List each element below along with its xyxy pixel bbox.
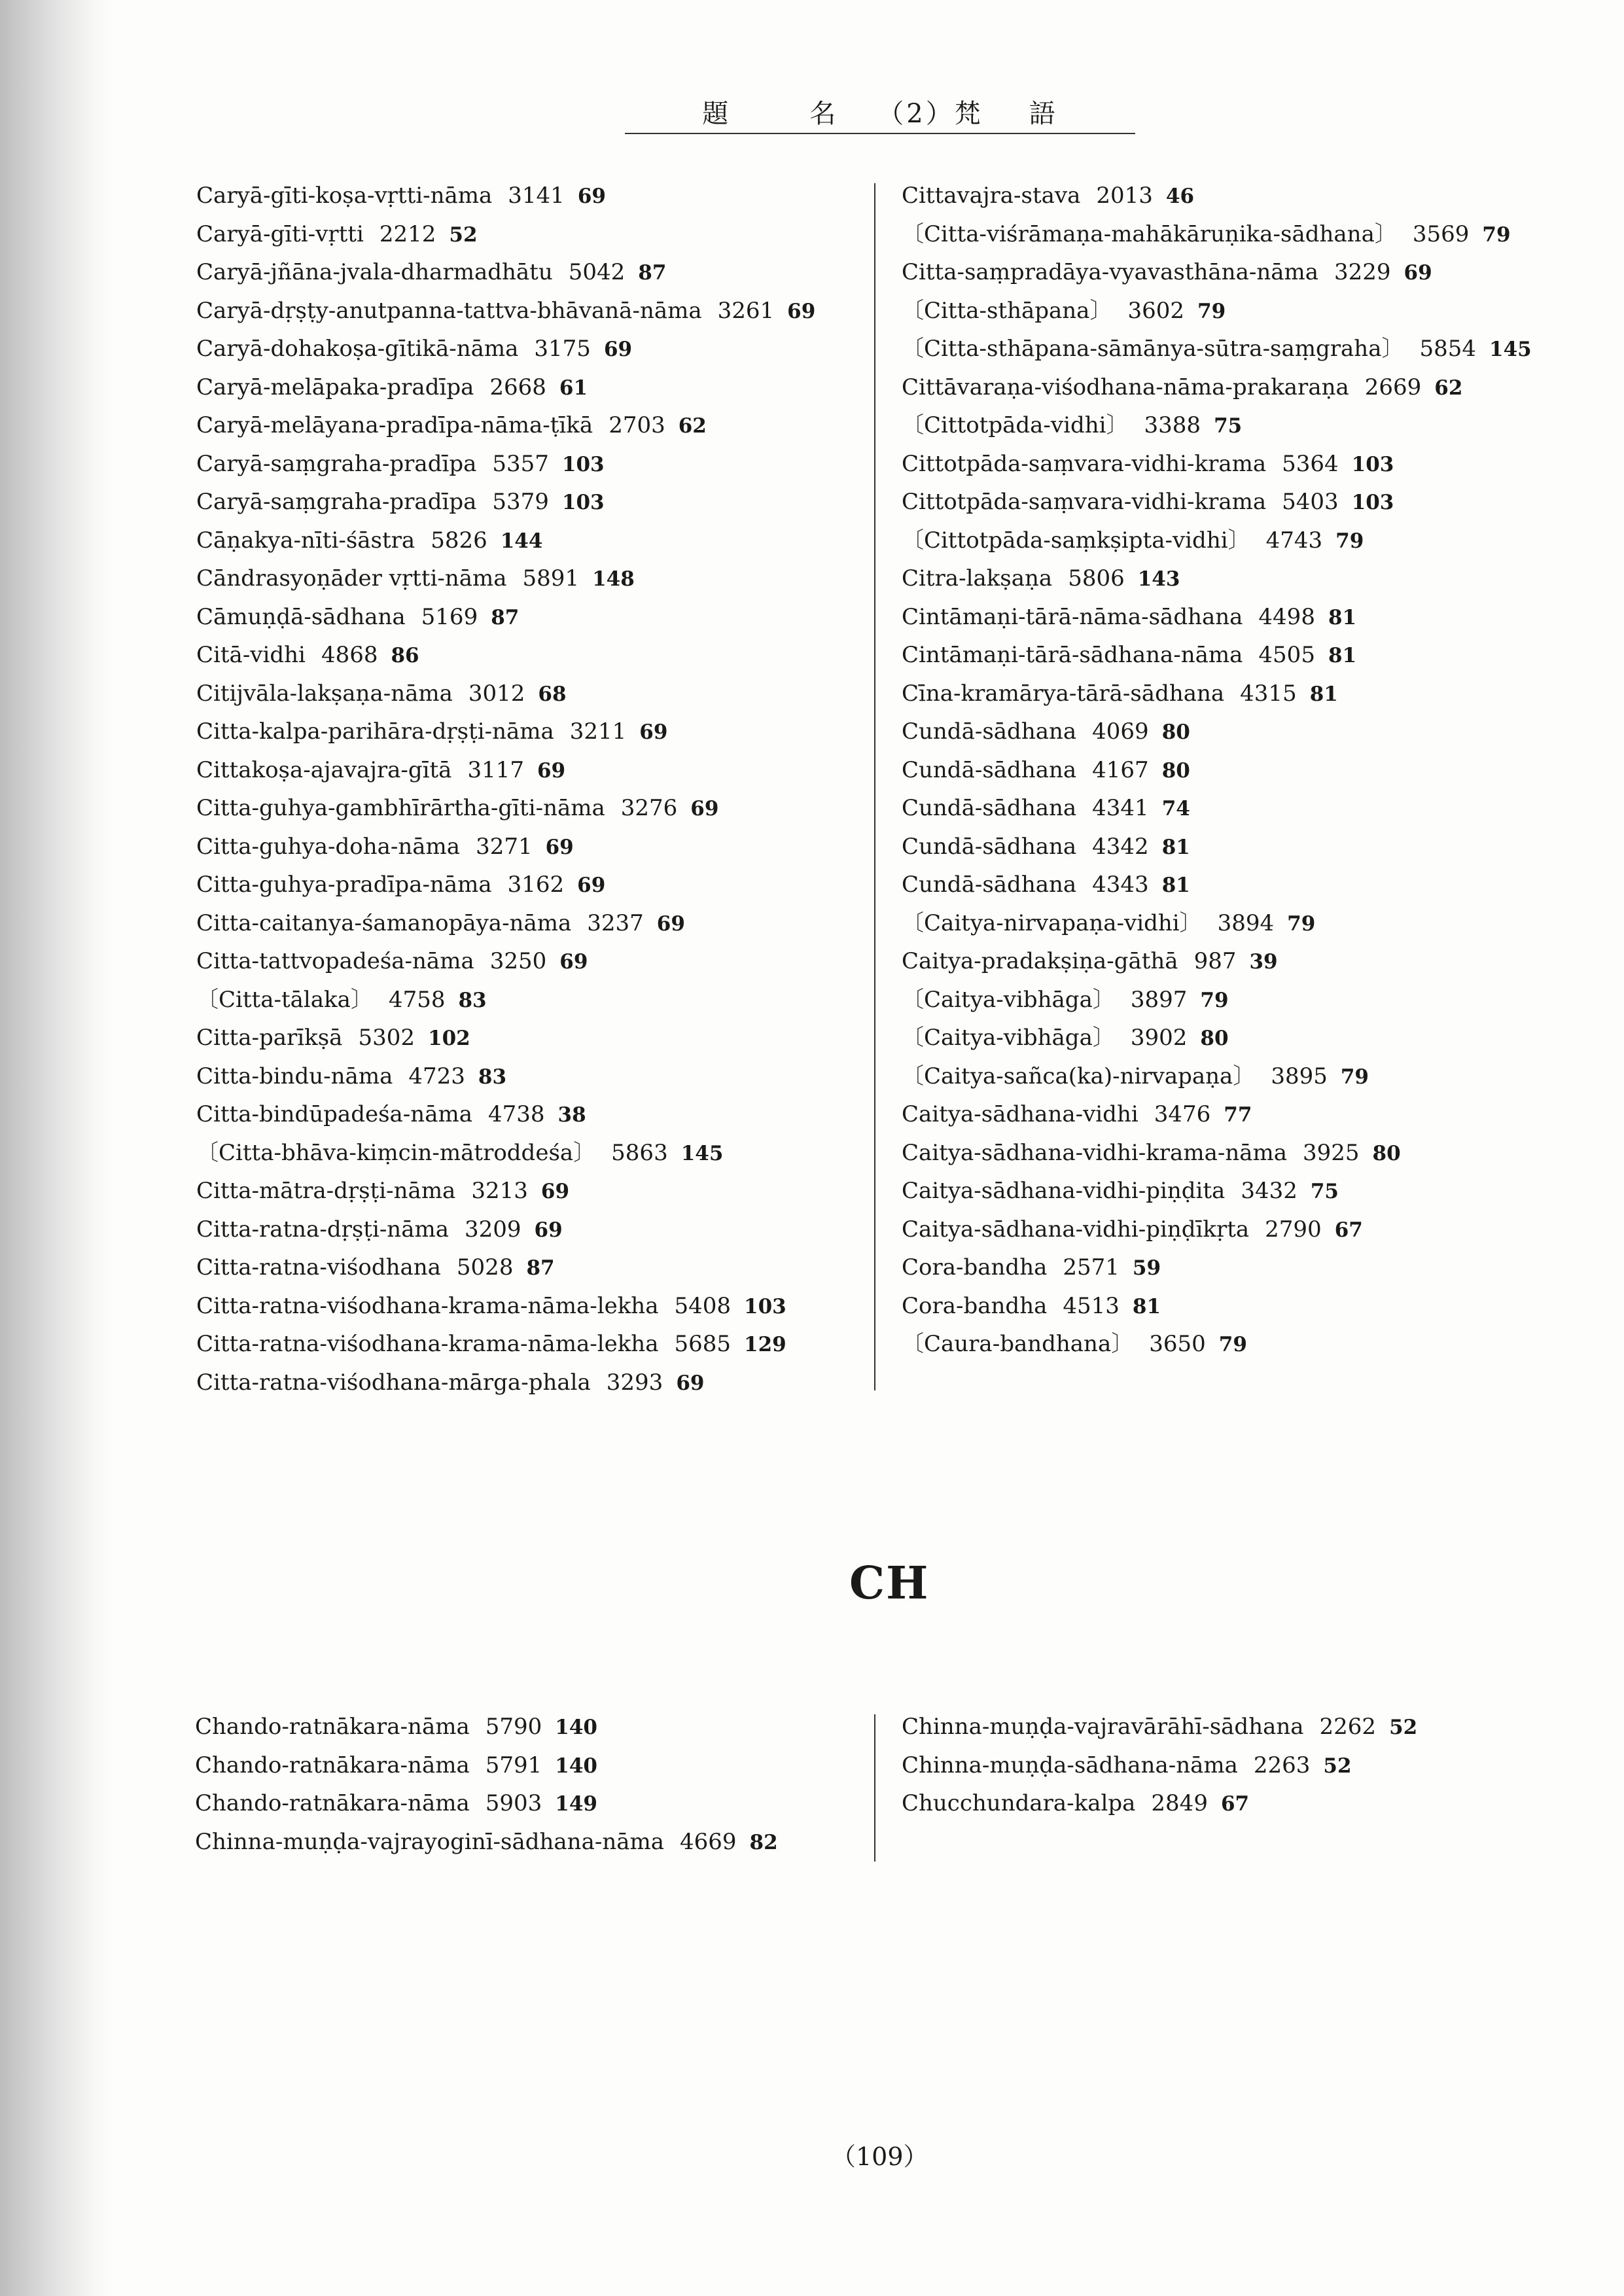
- entry-page-ref: 103: [561, 452, 605, 476]
- index-entry: [196, 1364, 815, 1402]
- entry-title: Chinna-muṇḍa-vajravārāhī-sādhana: [902, 1714, 1304, 1740]
- entry-title: Cundā-sādhana: [902, 872, 1077, 898]
- entry-page-ref: 69: [603, 338, 633, 361]
- entry-title: Citta-guhya-doha-nāma: [196, 833, 461, 860]
- entry-page-ref: 75: [1214, 414, 1243, 438]
- index-entry: [902, 675, 1532, 713]
- column-divider-lower: [874, 1714, 875, 1862]
- entry-catalog-number: 5379: [492, 489, 549, 515]
- index-entry: [196, 1287, 815, 1326]
- index-column-4: [902, 1708, 1417, 1823]
- entry-page-ref: 69: [676, 1371, 705, 1395]
- index-entry: [196, 1248, 815, 1287]
- entry-title: Caryā-jñāna-jvala-dharmadhātu: [196, 259, 553, 285]
- entry-title: Citta-bindu-nāma: [196, 1063, 393, 1089]
- index-entry: [196, 828, 815, 866]
- index-entry: [902, 1746, 1417, 1785]
- entry-title: Cintāmaṇi-tārā-sādhana-nāma: [902, 642, 1243, 668]
- index-entry: [902, 445, 1532, 484]
- entry-title: Citta-saṃpradāya-vyavasthāna-nāma: [902, 259, 1319, 285]
- entry-page-ref: 79: [1335, 529, 1364, 553]
- index-entry: [195, 1746, 778, 1785]
- entry-catalog-number: 5364: [1282, 450, 1339, 477]
- entry-page-ref: 69: [577, 874, 606, 897]
- index-entry: [196, 713, 815, 751]
- entry-page-ref: 82: [749, 1830, 778, 1854]
- index-entry: [902, 981, 1532, 1019]
- entry-catalog-number: 4315: [1240, 680, 1297, 707]
- index-entry: [902, 866, 1532, 904]
- entry-page-ref: 77: [1224, 1103, 1252, 1127]
- entry-page-ref: 81: [1328, 644, 1357, 667]
- entry-catalog-number: 3261: [717, 297, 775, 324]
- entry-title: Cundā-sādhana: [902, 795, 1077, 821]
- entry-catalog-number: 5685: [674, 1331, 731, 1357]
- entry-title: Citta-caitanya-śamanopāya-nāma: [196, 910, 572, 936]
- entry-catalog-number: 5028: [456, 1254, 514, 1280]
- entry-title: 〔Caitya-vibhāga〕: [902, 986, 1115, 1013]
- entry-title: Cāmuṇḍā-sādhana: [196, 603, 406, 630]
- index-entry: [196, 292, 815, 330]
- entry-title: Citta-guhya-gambhīrārtha-gīti-nāma: [196, 795, 605, 821]
- entry-title: 〔Citta-tālaka〕: [196, 986, 373, 1013]
- entry-page-ref: 69: [656, 911, 685, 936]
- entry-catalog-number: 3895: [1271, 1063, 1328, 1089]
- entry-catalog-number: 4498: [1258, 603, 1315, 630]
- entry-page-ref: 79: [1200, 988, 1229, 1012]
- entry-catalog-number: 4505: [1258, 642, 1315, 668]
- entry-catalog-number: 3476: [1154, 1101, 1211, 1127]
- entry-page-ref: 79: [1218, 1333, 1247, 1356]
- entry-title: Cittotpāda-saṃvara-vidhi-krama: [902, 489, 1267, 515]
- index-entry: [196, 1095, 815, 1134]
- entry-title: Chando-ratnākara-nāma: [195, 1790, 470, 1816]
- index-entry: [902, 1325, 1532, 1364]
- index-entry: [902, 942, 1532, 981]
- entry-page-ref: 103: [1351, 491, 1394, 514]
- entry-catalog-number: 5863: [611, 1139, 668, 1166]
- entry-catalog-number: 3432: [1241, 1178, 1297, 1204]
- entry-page-ref: 80: [1200, 1027, 1229, 1050]
- index-entry: [902, 521, 1532, 560]
- entry-title: Cāṇakya-nīti-śāstra: [196, 527, 415, 554]
- index-entry: [196, 1019, 815, 1057]
- index-entry: [902, 828, 1532, 866]
- index-entry: [196, 675, 815, 713]
- entry-catalog-number: 5791: [485, 1752, 542, 1778]
- index-column-1: [196, 177, 815, 1402]
- entry-page-ref: 69: [787, 299, 816, 323]
- index-entry: [902, 1287, 1532, 1326]
- entry-catalog-number: 3902: [1130, 1025, 1188, 1051]
- entry-catalog-number: 5806: [1068, 565, 1125, 592]
- entry-catalog-number: 3569: [1412, 221, 1470, 247]
- entry-title: Caryā-melāpaka-pradīpa: [196, 374, 474, 400]
- entry-catalog-number: 3602: [1127, 297, 1184, 324]
- index-entry: [196, 330, 815, 368]
- index-entry: [196, 1210, 815, 1249]
- entry-page-ref: 140: [555, 1754, 597, 1778]
- entry-page-ref: 148: [592, 567, 635, 591]
- entry-catalog-number: 4669: [680, 1828, 737, 1855]
- entry-catalog-number: 4738: [487, 1101, 545, 1127]
- entry-page-ref: 102: [428, 1027, 470, 1050]
- entry-page-ref: 143: [1137, 567, 1180, 591]
- entry-catalog-number: 2262: [1319, 1714, 1377, 1740]
- header-char-1: 題: [702, 99, 732, 129]
- entry-page-ref: 67: [1220, 1792, 1250, 1816]
- entry-catalog-number: 3229: [1334, 259, 1391, 285]
- index-entry: [196, 866, 815, 904]
- entry-catalog-number: 3276: [620, 795, 678, 821]
- entry-page-ref: 79: [1197, 299, 1226, 323]
- entry-catalog-number: 3117: [467, 756, 524, 783]
- entry-catalog-number: 5357: [492, 450, 549, 477]
- entry-catalog-number: 4513: [1063, 1292, 1120, 1319]
- index-entry: [196, 406, 815, 445]
- entry-title: Caryā-saṃgraha-pradīpa: [196, 489, 477, 515]
- index-entry: [902, 1019, 1532, 1057]
- entry-title: Caryā-gīti-vṛtti: [196, 221, 364, 247]
- index-column-2: [902, 177, 1532, 1364]
- section-heading: CH: [849, 1557, 930, 1610]
- index-entry: [902, 292, 1532, 330]
- entry-page-ref: 69: [639, 720, 668, 744]
- entry-page-ref: 149: [555, 1792, 597, 1816]
- index-entry: [196, 1172, 815, 1210]
- entry-page-ref: 69: [534, 1218, 563, 1242]
- entry-title: 〔Citta-bhāva-kiṃcin-mātroddeśa〕: [196, 1139, 596, 1166]
- entry-catalog-number: 4868: [321, 642, 378, 668]
- index-entry: [195, 1823, 778, 1862]
- entry-title: Cora-bandha: [902, 1254, 1048, 1280]
- entry-catalog-number: 3250: [489, 948, 547, 974]
- entry-catalog-number: 4342: [1092, 833, 1149, 860]
- entry-page-ref: 80: [1161, 720, 1190, 744]
- index-entry: [902, 1172, 1532, 1210]
- index-entry: [195, 1784, 778, 1823]
- index-entry: [902, 713, 1532, 751]
- entry-page-ref: 81: [1161, 874, 1190, 897]
- entry-page-ref: 69: [690, 797, 719, 821]
- entry-title: Citta-kalpa-parihāra-dṛṣṭi-nāma: [196, 718, 554, 745]
- entry-page-ref: 69: [545, 835, 574, 859]
- entry-page-ref: 39: [1249, 950, 1278, 974]
- index-entry: [902, 1210, 1532, 1249]
- entry-page-ref: 46: [1165, 185, 1195, 208]
- entry-catalog-number: 3894: [1217, 910, 1275, 936]
- index-entry: [196, 789, 815, 828]
- entry-catalog-number: 5854: [1419, 336, 1477, 362]
- entry-title: Caitya-sādhana-vidhi-piṇḍita: [902, 1178, 1226, 1204]
- entry-catalog-number: 3012: [468, 680, 525, 707]
- entry-catalog-number: 5403: [1282, 489, 1339, 515]
- entry-title: Caryā-gīti-koṣa-vṛtti-nāma: [196, 183, 493, 209]
- entry-title: Citta-tattvopadeśa-nāma: [196, 948, 474, 974]
- entry-page-ref: 68: [538, 682, 567, 706]
- entry-page-ref: 62: [678, 414, 707, 438]
- index-entry: [196, 942, 815, 981]
- scan-shadow-edge: [0, 0, 111, 2296]
- index-entry: [902, 559, 1532, 598]
- index-entry: [902, 1057, 1532, 1096]
- entry-title: Citta-bindūpadeśa-nāma: [196, 1101, 472, 1127]
- index-entry: [902, 751, 1532, 790]
- entry-page-ref: 80: [1372, 1141, 1401, 1165]
- entry-catalog-number: 4167: [1092, 756, 1149, 783]
- entry-catalog-number: 3388: [1144, 412, 1201, 438]
- entry-page-ref: 69: [1403, 261, 1432, 285]
- entry-page-ref: 52: [1323, 1754, 1352, 1778]
- entry-catalog-number: 2669: [1364, 374, 1422, 400]
- entry-catalog-number: 5042: [568, 259, 626, 285]
- index-entry: [902, 215, 1532, 254]
- entry-title: Citta-ratna-viśodhana: [196, 1254, 441, 1280]
- entry-catalog-number: 3293: [606, 1369, 663, 1396]
- index-entry: [196, 598, 815, 637]
- entry-catalog-number: 987: [1193, 948, 1237, 974]
- entry-title: Chinna-muṇḍa-vajrayoginī-sādhana-nāma: [195, 1828, 665, 1855]
- entry-title: Chinna-muṇḍa-sādhana-nāma: [902, 1752, 1238, 1778]
- entry-catalog-number: 3897: [1130, 986, 1188, 1013]
- index-entry: [902, 636, 1532, 675]
- index-column-3: [195, 1708, 778, 1861]
- index-entry: [196, 215, 815, 254]
- page-number: （109）: [831, 2142, 928, 2171]
- entry-page-ref: 69: [577, 185, 606, 208]
- index-entry: [902, 483, 1532, 521]
- index-entry: [196, 1057, 815, 1096]
- index-entry: [196, 751, 815, 790]
- running-header: [625, 93, 1135, 134]
- index-entry: [195, 1708, 778, 1746]
- entry-page-ref: 87: [491, 605, 520, 629]
- index-entry: [902, 330, 1532, 368]
- entry-page-ref: 80: [1161, 758, 1190, 783]
- entry-catalog-number: 4341: [1092, 795, 1149, 821]
- entry-title: Chucchundara-kalpa: [902, 1790, 1136, 1816]
- entry-page-ref: 69: [559, 950, 588, 974]
- entry-catalog-number: 2263: [1253, 1752, 1311, 1778]
- entry-page-ref: 145: [1489, 338, 1532, 361]
- entry-title: Citta-parīkṣā: [196, 1025, 343, 1051]
- entry-title: Cittavajra-stava: [902, 183, 1081, 209]
- entry-catalog-number: 5169: [421, 603, 478, 630]
- entry-catalog-number: 3162: [507, 872, 565, 898]
- index-entry: [902, 1708, 1417, 1746]
- entry-catalog-number: 4758: [388, 986, 446, 1013]
- entry-title: Cittāvaraṇa-viśodhana-nāma-prakaraṇa: [902, 374, 1349, 400]
- entry-title: 〔Caitya-nirvapaṇa-vidhi〕: [902, 910, 1202, 936]
- index-entry: [902, 904, 1532, 943]
- entry-catalog-number: 4069: [1092, 718, 1149, 745]
- entry-title: Citta-mātra-dṛṣṭi-nāma: [196, 1178, 456, 1204]
- entry-title: Citta-ratna-viśodhana-krama-nāma-lekha: [196, 1331, 659, 1357]
- entry-page-ref: 52: [1389, 1716, 1418, 1739]
- entry-catalog-number: 4343: [1092, 872, 1149, 898]
- entry-title: Cittotpāda-saṃvara-vidhi-krama: [902, 450, 1267, 477]
- index-entry: [902, 1134, 1532, 1173]
- entry-title: Citta-ratna-viśodhana-krama-nāma-lekha: [196, 1292, 659, 1319]
- entry-title: Cundā-sādhana: [902, 833, 1077, 860]
- entry-page-ref: 61: [559, 376, 588, 400]
- entry-title: 〔Cittotpāda-vidhi〕: [902, 412, 1129, 438]
- entry-title: Citta-guhya-pradīpa-nāma: [196, 872, 492, 898]
- entry-page-ref: 75: [1310, 1180, 1339, 1203]
- entry-page-ref: 103: [744, 1294, 786, 1318]
- entry-title: 〔Cittotpāda-saṃkṣipta-vidhi〕: [902, 527, 1250, 554]
- entry-page-ref: 81: [1309, 682, 1338, 706]
- header-char-4: 語: [1029, 99, 1058, 129]
- entry-page-ref: 140: [555, 1716, 597, 1739]
- entry-page-ref: 81: [1161, 835, 1190, 859]
- index-entry: [196, 177, 815, 215]
- entry-catalog-number: 3141: [508, 183, 565, 209]
- index-entry: [902, 598, 1532, 637]
- index-entry: [196, 981, 815, 1019]
- index-entry: [902, 253, 1532, 292]
- entry-catalog-number: 4743: [1265, 527, 1323, 554]
- entry-page-ref: 74: [1161, 797, 1190, 821]
- entry-page-ref: 103: [561, 491, 605, 514]
- entry-title: Cāndrasyoṇāder vṛtti-nāma: [196, 565, 507, 592]
- entry-catalog-number: 3209: [465, 1216, 521, 1243]
- entry-title: Citta-ratna-dṛṣṭi-nāma: [196, 1216, 449, 1243]
- index-entry: [902, 406, 1532, 445]
- index-entry: [196, 253, 815, 292]
- entry-page-ref: 79: [1482, 222, 1511, 247]
- entry-title: Citra-lakṣaṇa: [902, 565, 1053, 592]
- entry-catalog-number: 2013: [1096, 183, 1153, 209]
- entry-catalog-number: 3271: [476, 833, 533, 860]
- entry-title: Citijvāla-lakṣaṇa-nāma: [196, 680, 453, 707]
- entry-page-ref: 62: [1434, 376, 1463, 400]
- entry-page-ref: 87: [526, 1256, 555, 1280]
- entry-page-ref: 83: [478, 1065, 507, 1089]
- entry-title: 〔Caitya-vibhāga〕: [902, 1025, 1115, 1051]
- entry-title: Citā-vidhi: [196, 642, 306, 668]
- index-entry: [902, 1784, 1417, 1823]
- entry-catalog-number: 5408: [674, 1292, 731, 1319]
- entry-page-ref: 129: [744, 1333, 786, 1356]
- entry-catalog-number: 3925: [1303, 1139, 1360, 1166]
- entry-catalog-number: 5790: [485, 1714, 542, 1740]
- entry-title: 〔Citta-sthāpana〕: [902, 297, 1112, 324]
- entry-title: Caryā-dohakoṣa-gītikā-nāma: [196, 336, 519, 362]
- index-entry: [196, 483, 815, 521]
- entry-title: Caitya-sādhana-vidhi-krama-nāma: [902, 1139, 1288, 1166]
- entry-title: Caitya-sādhana-vidhi: [902, 1101, 1139, 1127]
- entry-title: 〔Citta-viśrāmaṇa-mahākāruṇika-sādhana〕: [902, 221, 1397, 247]
- index-entry: [196, 636, 815, 675]
- entry-title: Caitya-pradakṣiṇa-gāthā: [902, 948, 1178, 974]
- entry-page-ref: 38: [557, 1103, 586, 1127]
- entry-title: Caryā-dṛṣṭy-anutpanna-tattva-bhāvanā-nāma: [196, 297, 702, 324]
- entry-catalog-number: 5302: [358, 1025, 415, 1051]
- index-entry: [902, 789, 1532, 828]
- entry-title: Cittakoṣa-ajavajra-gītā: [196, 756, 452, 783]
- entry-catalog-number: 3175: [534, 336, 591, 362]
- index-entry: [196, 1325, 815, 1364]
- entry-catalog-number: 3211: [569, 718, 627, 745]
- index-entry: [902, 368, 1532, 407]
- entry-catalog-number: 5903: [485, 1790, 542, 1816]
- header-section-label: （2）梵: [877, 99, 983, 129]
- entry-page-ref: 81: [1328, 605, 1357, 629]
- entry-catalog-number: 5826: [431, 527, 487, 554]
- entry-page-ref: 59: [1132, 1256, 1161, 1280]
- entry-page-ref: 144: [500, 529, 543, 553]
- index-entry: [196, 521, 815, 560]
- entry-page-ref: 67: [1334, 1218, 1363, 1242]
- entry-catalog-number: 2790: [1265, 1216, 1322, 1243]
- entry-title: Cundā-sādhana: [902, 718, 1077, 745]
- index-entry: [196, 368, 815, 407]
- entry-catalog-number: 3237: [587, 910, 644, 936]
- entry-catalog-number: 5891: [522, 565, 580, 592]
- column-divider: [874, 183, 875, 1390]
- entry-page-ref: 69: [537, 758, 566, 783]
- entry-title: Cundā-sādhana: [902, 756, 1077, 783]
- index-entry: [196, 904, 815, 943]
- entry-title: Cora-bandha: [902, 1292, 1048, 1319]
- entry-page-ref: 83: [458, 988, 487, 1012]
- entry-page-ref: 86: [391, 644, 419, 667]
- entry-page-ref: 69: [540, 1180, 570, 1203]
- entry-catalog-number: 2703: [609, 412, 665, 438]
- entry-title: 〔Caitya-sañca(ka)-nirvapaṇa〕: [902, 1063, 1256, 1089]
- index-entry: [196, 445, 815, 484]
- entry-page-ref: 145: [680, 1141, 724, 1165]
- entry-catalog-number: 2668: [489, 374, 546, 400]
- entry-page-ref: 87: [638, 261, 667, 285]
- entry-title: 〔Citta-sthāpana-sāmānya-sūtra-saṃgraha〕: [902, 336, 1404, 362]
- index-entry: [902, 1248, 1532, 1287]
- entry-page-ref: 81: [1132, 1294, 1161, 1318]
- entry-page-ref: 79: [1287, 911, 1316, 936]
- entry-catalog-number: 3650: [1149, 1331, 1206, 1357]
- entry-page-ref: 52: [449, 222, 478, 247]
- entry-catalog-number: 2849: [1151, 1790, 1208, 1816]
- header-char-2: 名: [809, 99, 839, 129]
- entry-title: Chando-ratnākara-nāma: [195, 1714, 470, 1740]
- entry-title: Cīna-kramārya-tārā-sādhana: [902, 680, 1225, 707]
- entry-catalog-number: 3213: [471, 1178, 528, 1204]
- entry-page-ref: 79: [1340, 1065, 1369, 1089]
- entry-page-ref: 103: [1351, 452, 1394, 476]
- entry-title: Caryā-melāyana-pradīpa-nāma-ṭīkā: [196, 412, 593, 438]
- index-entry: [196, 559, 815, 598]
- entry-catalog-number: 2571: [1063, 1254, 1120, 1280]
- entry-title: Cintāmaṇi-tārā-nāma-sādhana: [902, 603, 1243, 630]
- entry-title: 〔Caura-bandhana〕: [902, 1331, 1134, 1357]
- entry-title: Chando-ratnākara-nāma: [195, 1752, 470, 1778]
- index-entry: [196, 1134, 815, 1173]
- entry-title: Caitya-sādhana-vidhi-piṇḍīkṛta: [902, 1216, 1250, 1243]
- entry-title: Caryā-saṃgraha-pradīpa: [196, 450, 477, 477]
- index-entry: [902, 1095, 1532, 1134]
- entry-catalog-number: 4723: [408, 1063, 465, 1089]
- entry-title: Citta-ratna-viśodhana-mārga-phala: [196, 1369, 591, 1396]
- index-entry: [902, 177, 1532, 215]
- entry-catalog-number: 2212: [379, 221, 436, 247]
